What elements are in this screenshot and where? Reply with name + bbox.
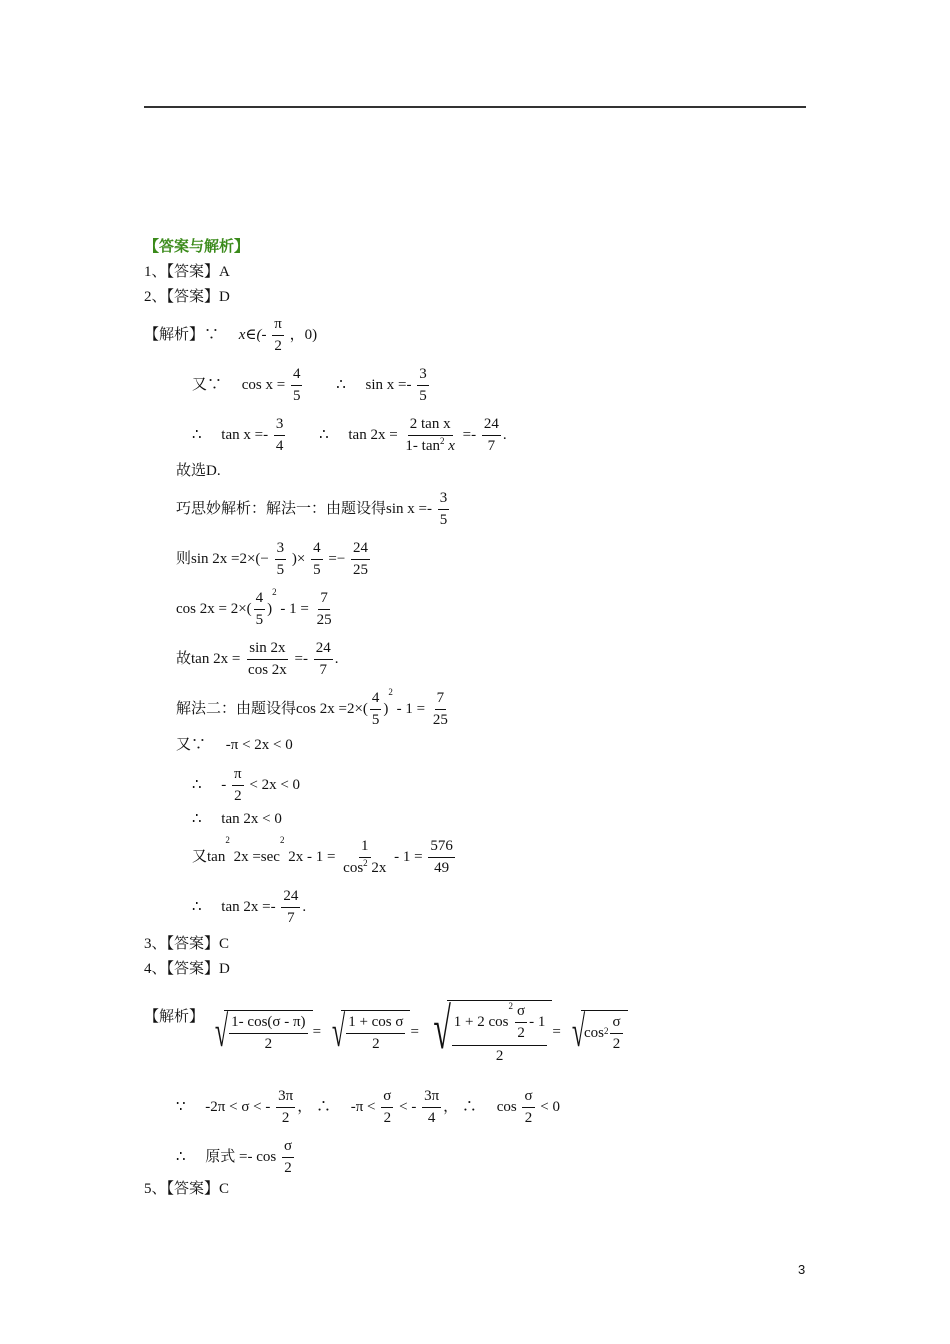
radical [419, 996, 552, 1065]
gu-tan2x-text: 故tan 2x = [176, 651, 241, 668]
denominator: 5 [276, 562, 285, 579]
numerator: sin 2x [247, 640, 287, 660]
fraction [515, 1003, 527, 1043]
numerator: 4 [291, 366, 303, 386]
denominator: 25 [316, 612, 332, 629]
tan2x-neg-line [192, 812, 282, 827]
numerator: 4 [370, 690, 382, 710]
numerator: 3π [276, 1088, 295, 1108]
radical [204, 1007, 313, 1057]
eq-minus: =- [294, 651, 309, 668]
therefore-symbol: ∴ [192, 427, 202, 444]
fraction [522, 1088, 534, 1128]
numerator: 3 [417, 366, 429, 386]
fraction [272, 316, 284, 356]
denominator: 2 [517, 1025, 525, 1042]
fraction [311, 540, 323, 580]
fraction [274, 416, 286, 456]
denominator: 7 [487, 438, 496, 455]
denominator: 49 [434, 860, 450, 877]
clever-text: 巧思妙解析：解法一：由题设得sin x =- [176, 501, 432, 518]
fraction [610, 1014, 622, 1054]
minus-one-eq: - 1 = [280, 601, 309, 618]
radical-body [581, 1010, 628, 1054]
denominator: 25 [432, 712, 448, 729]
fraction [246, 640, 289, 680]
clever-method-line [176, 490, 451, 530]
fraction [314, 640, 333, 680]
superscript: 2 [225, 835, 230, 845]
numerator: 1 + cos σ [346, 1014, 405, 1034]
numerator: 24 [351, 540, 370, 560]
numerator: 7 [318, 590, 330, 610]
page-number: 3 [798, 1262, 806, 1277]
therefore-symbol: ∴ [336, 377, 346, 394]
sigma-range-line [176, 1088, 560, 1128]
x-in-text: x∈(- [238, 327, 267, 344]
therefore-symbol: ∴ [461, 1099, 477, 1116]
analysis-label: 【解析】 [144, 1009, 205, 1025]
tan2x-neg: tan 2x =- [221, 899, 276, 916]
numerator: 4 [311, 540, 323, 560]
cos2x-text: cos 2x = 2×( [176, 601, 252, 618]
radical-sign: √ [214, 1007, 229, 1057]
num-text: 1 + 2 cos [453, 1014, 509, 1031]
numerator: σ [515, 1003, 527, 1023]
therefore-symbol: ∴ [319, 427, 329, 444]
numerator: 3 [438, 490, 450, 510]
radical-body [224, 1010, 312, 1054]
answer-2: 2、【答案】D [144, 289, 230, 305]
numerator: 3 [275, 540, 287, 560]
denominator: 2 [383, 1110, 392, 1127]
original-expression-line [176, 1138, 296, 1178]
neg-pi-half-line [192, 766, 300, 806]
numerator: 7 [435, 690, 447, 710]
denominator: 2 [372, 1036, 380, 1053]
therefore-symbol: ∴ [315, 1099, 331, 1116]
den-2x: 2x [371, 860, 387, 877]
analysis-label: 【解析】∵ [144, 327, 220, 344]
close-paren: ) [267, 601, 273, 618]
fraction [381, 1088, 393, 1128]
method-two-text: 解法二：由题设得cos 2x =2×( [176, 701, 368, 718]
fraction [428, 838, 455, 878]
inequality: < 2x < 0 [249, 777, 301, 794]
denominator: 4 [275, 438, 284, 455]
denominator: 25 [353, 562, 369, 579]
numerator: σ [282, 1138, 294, 1158]
eq-neg: =− [328, 551, 346, 568]
cos-sin-line [192, 366, 431, 406]
tan2x-result-line [192, 888, 306, 928]
tan2x-eq: tan 2x = [348, 427, 398, 444]
fraction [351, 540, 370, 580]
close-paren: ) [383, 701, 389, 718]
neg-pi-lt: -π < [350, 1099, 376, 1116]
because-symbol: ∵ [176, 1099, 186, 1116]
header-rule [144, 106, 806, 108]
sin2x-line [176, 540, 372, 580]
denominator: 5 [439, 512, 448, 529]
neg-sign: - [221, 777, 227, 794]
num-minus-one: - 1 [529, 1014, 546, 1031]
superscript: 2 [603, 1026, 609, 1037]
tan2x-lt0: tan 2x < 0 [221, 811, 282, 827]
period: . [502, 427, 507, 444]
answer-1: 1、【答案】A [144, 264, 230, 280]
original-expression: 原式 =- cos [205, 1149, 277, 1166]
answer-5: 5、【答案】C [144, 1181, 230, 1197]
sec-line [192, 835, 457, 878]
denominator: 2 [274, 338, 282, 355]
den-var: x [448, 438, 455, 455]
radical-body [447, 1000, 553, 1065]
superscript: 2 [279, 835, 285, 845]
equals-sign: = [410, 1023, 419, 1040]
numerator: 576 [428, 838, 455, 858]
equals-sign: = [552, 1023, 561, 1040]
numerator [452, 1003, 548, 1046]
section-heading: 【答案与解析】 [144, 239, 250, 255]
method-two-line [176, 687, 452, 730]
den-cos: cos [343, 860, 364, 877]
superscript: 2 [272, 587, 277, 597]
sin-x-eq: sin x =- [365, 377, 412, 394]
numerator: 1 [359, 838, 371, 858]
comma: ， [443, 1099, 459, 1116]
fraction [346, 1014, 405, 1054]
ze-text: 则sin 2x =2×(− [176, 551, 269, 568]
radical-sign: √ [331, 1007, 346, 1057]
fraction [275, 540, 287, 580]
you-because: 又∵ [176, 737, 207, 753]
fraction [422, 1088, 441, 1128]
fraction [282, 1138, 294, 1178]
numerator: 24 [314, 640, 333, 660]
sec-rest: 2x - 1 = [288, 849, 336, 866]
fraction [452, 1003, 548, 1065]
denominator: 2 [234, 788, 242, 805]
sigma-range: -2π < σ < - [205, 1099, 271, 1116]
eq-minus: =- [462, 427, 477, 444]
cos-text: cos [583, 1025, 604, 1042]
denominator: 5 [371, 712, 380, 729]
denominator: 5 [419, 388, 427, 405]
superscript: 2 [440, 436, 445, 447]
fraction [431, 690, 450, 730]
equals-sign: = [312, 1023, 322, 1040]
numerator: 24 [482, 416, 501, 436]
numerator: σ [381, 1088, 393, 1108]
denominator: 5 [292, 388, 301, 405]
interval-end: ，0) [289, 327, 318, 344]
numerator: 3 [274, 416, 286, 436]
fraction [291, 366, 303, 406]
neg-pi-inequality: -π < 2x < 0 [225, 737, 293, 753]
fraction [232, 766, 244, 806]
fraction [254, 590, 266, 630]
lt-zero: < 0 [540, 1099, 560, 1116]
fraction [229, 1014, 307, 1054]
denominator: 2 [281, 1110, 290, 1127]
you-because: 又∵ [192, 377, 223, 394]
sec-text: 2x =sec [233, 849, 280, 866]
numerator: σ [610, 1014, 622, 1034]
lt-neg: < - [399, 1099, 417, 1116]
radical [561, 1007, 628, 1057]
radical-sign: √ [433, 996, 451, 1061]
fraction [370, 690, 382, 730]
cos2x-line [176, 587, 336, 630]
numerator: σ [522, 1088, 534, 1108]
numerator: 2 tan x [408, 416, 453, 436]
period: . [334, 651, 339, 668]
minus-one-eq: - 1 = [396, 701, 426, 718]
fraction [281, 888, 300, 928]
radical-sign: √ [571, 1007, 585, 1057]
you-tan-text: 又tan [192, 849, 226, 866]
numerator: 24 [281, 888, 300, 908]
denominator: 2 [495, 1047, 504, 1064]
denominator: 2 [612, 1036, 621, 1053]
cos-x-eq: cos x = [241, 377, 286, 394]
denominator: 5 [313, 562, 321, 579]
period: . [302, 899, 307, 916]
tan-line [192, 416, 507, 456]
denominator: 4 [427, 1110, 436, 1127]
denominator: 7 [287, 910, 295, 927]
cos-text: cos [496, 1099, 517, 1116]
den-text: 1- tan [405, 438, 440, 455]
denominator: 2 [524, 1110, 533, 1127]
denominator: cos 2x [248, 662, 287, 679]
superscript: 2 [508, 1001, 514, 1011]
fraction [438, 490, 450, 530]
fraction [482, 416, 501, 456]
answer-4: 4、【答案】D [144, 961, 230, 977]
tan-x-eq: tan x =- [221, 427, 269, 444]
denominator [403, 436, 457, 455]
minus-one-eq: - 1 = [394, 849, 423, 866]
q2-analysis-line [144, 316, 317, 356]
times: )× [291, 551, 306, 568]
denominator: 7 [319, 662, 328, 679]
fraction [403, 416, 457, 456]
comma: ， [297, 1099, 313, 1116]
fraction [341, 838, 388, 878]
denominator [341, 858, 388, 877]
neg-pi-line [176, 738, 293, 753]
superscript: 2 [363, 858, 368, 869]
denominator: 2 [264, 1036, 273, 1053]
therefore-symbol: ∴ [192, 777, 202, 794]
q4-analysis-line [144, 996, 628, 1065]
gu-tan2x-line [176, 640, 339, 680]
numerator: 1- cos(σ - π) [229, 1014, 307, 1034]
fraction [276, 1088, 295, 1128]
therefore-symbol: ∴ [176, 1149, 186, 1166]
therefore-symbol: ∴ [192, 811, 202, 827]
denominator: 2 [284, 1160, 292, 1177]
radical-body [341, 1010, 410, 1054]
radical [321, 1007, 410, 1057]
fraction [315, 590, 334, 630]
superscript: 2 [388, 687, 393, 697]
numerator: 3π [422, 1088, 441, 1108]
answer-3: 3、【答案】C [144, 936, 230, 952]
therefore-symbol: ∴ [192, 899, 202, 916]
numerator: 4 [254, 590, 266, 610]
numerator: π [272, 316, 284, 336]
numerator: π [232, 766, 244, 786]
choose-d: 故选D. [176, 463, 221, 479]
fraction [417, 366, 429, 406]
denominator: 5 [255, 612, 264, 629]
